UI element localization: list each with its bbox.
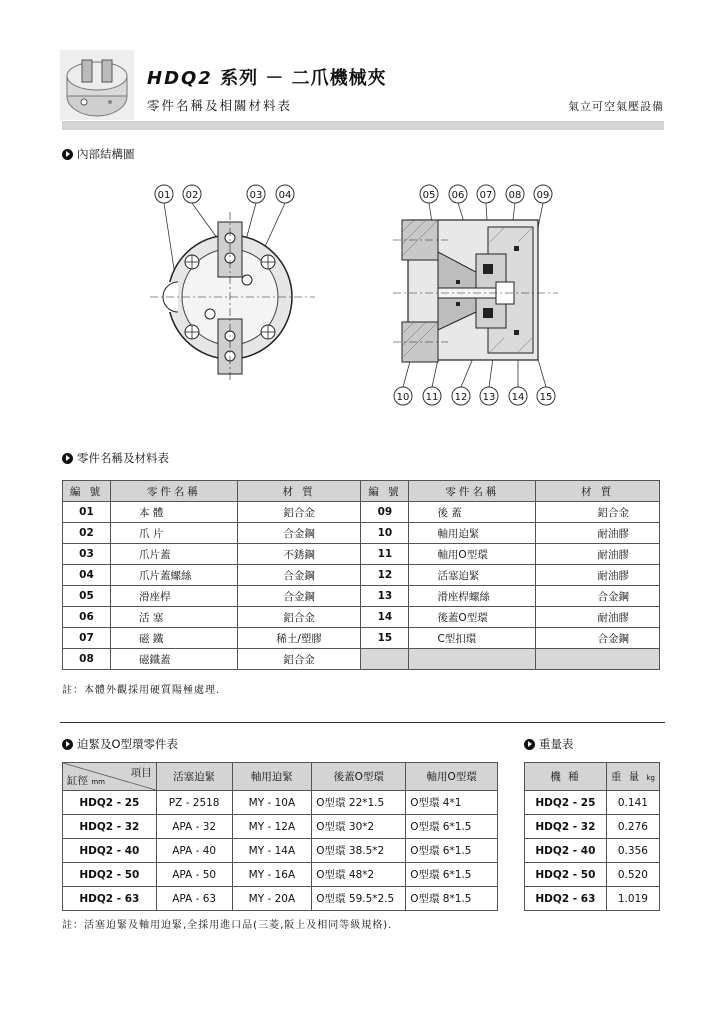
part-name: 軸用迫緊: [409, 523, 536, 544]
shaft-seal-cell: MY - 14A: [232, 839, 312, 863]
part-number: 02: [63, 523, 111, 544]
table-row: [63, 649, 660, 670]
company-name: 氣立可空氣壓設備: [568, 100, 664, 113]
bore-label: 缸徑: [67, 775, 88, 787]
weight-table-header-row: [525, 763, 660, 791]
section-view-drawing: [388, 182, 568, 410]
part-number: 11: [361, 544, 409, 565]
column-header: 零件名稱: [110, 481, 237, 502]
part-number: 03: [63, 544, 111, 565]
column-header: 機 種: [525, 763, 607, 791]
shaft-seal-cell: MY - 10A: [232, 791, 312, 815]
part-number: 15: [361, 628, 409, 649]
corner-item-label: 項目: [130, 767, 152, 779]
callout-01: 01: [157, 190, 171, 201]
corner-header: [63, 763, 157, 791]
weight-cell: 0.356: [606, 839, 659, 863]
table-row: [63, 628, 660, 649]
section-weight: [524, 736, 574, 752]
seal-table-header-row: [63, 763, 498, 791]
model-cell: HDQ2 - 50: [63, 863, 157, 887]
cover-oring-cell: O型環 48*2: [312, 863, 406, 887]
weight-table: [524, 762, 660, 911]
shaft-seal-cell: MY - 16A: [232, 863, 312, 887]
part-number: 10: [361, 523, 409, 544]
part-material: 不銹鋼: [237, 544, 361, 565]
column-header: 零件名稱: [409, 481, 536, 502]
part-name: 活 塞: [110, 607, 237, 628]
part-name: 爪片蓋螺絲: [110, 565, 237, 586]
part-number: 01: [63, 502, 111, 523]
part-material: 稀土/塑膠: [237, 628, 361, 649]
table-row: [63, 502, 660, 523]
table-row: [525, 887, 660, 911]
part-name: 爪片蓋: [110, 544, 237, 565]
part-material: 合金鋼: [237, 565, 361, 586]
column-header: 編 號: [361, 481, 409, 502]
weight-cell: 0.141: [606, 791, 659, 815]
part-name: 磁鐵蓋: [110, 649, 237, 670]
column-header-weight: [606, 763, 659, 791]
shaft-oring-cell: O型環 6*1.5: [406, 815, 498, 839]
cover-oring-cell: O型環 59.5*2.5: [312, 887, 406, 911]
piston-seal-cell: APA - 50: [156, 863, 232, 887]
table-row: [63, 523, 660, 544]
part-material: [536, 649, 660, 670]
cover-oring-cell: O型環 38.5*2: [312, 839, 406, 863]
table-row: [525, 791, 660, 815]
section-parts: [62, 450, 169, 466]
part-number: 04: [63, 565, 111, 586]
part-material: 鋁合金: [237, 502, 361, 523]
cover-oring-cell: O型環 22*1.5: [312, 791, 406, 815]
shaft-oring-cell: O型環 8*1.5: [406, 887, 498, 911]
table-row: [63, 544, 660, 565]
part-number: 06: [63, 607, 111, 628]
section-parts-title: 零件名稱及材料表: [77, 451, 169, 465]
callout-07: 07: [479, 190, 493, 201]
table-row: [525, 863, 660, 887]
cover-oring-cell: O型環 30*2: [312, 815, 406, 839]
callout-14: 14: [511, 392, 525, 403]
part-material: 耐油膠: [536, 523, 660, 544]
front-view-drawing: [140, 182, 320, 382]
callout-11: 11: [425, 392, 439, 403]
part-material: 鋁合金: [536, 502, 660, 523]
table-row: [63, 565, 660, 586]
part-material: 耐油膠: [536, 607, 660, 628]
callout-08: 08: [508, 190, 522, 201]
weight-unit: kg: [646, 774, 655, 782]
column-header: 材 質: [237, 481, 361, 502]
shaft-oring-cell: O型環 6*1.5: [406, 863, 498, 887]
table-row: [63, 815, 498, 839]
page-title: [147, 64, 387, 90]
part-number: 14: [361, 607, 409, 628]
part-number: [361, 649, 409, 670]
piston-seal-cell: APA - 32: [156, 815, 232, 839]
table-row: [63, 887, 498, 911]
part-name: 爪 片: [110, 523, 237, 544]
header-bar: [62, 121, 664, 130]
model-cell: HDQ2 - 32: [63, 815, 157, 839]
weight-cell: 0.276: [606, 815, 659, 839]
column-header: 軸用O型環: [406, 763, 498, 791]
part-name: [409, 649, 536, 670]
part-material: 鋁合金: [237, 607, 361, 628]
play-bullet-icon: [62, 149, 73, 160]
model-cell: HDQ2 - 32: [525, 815, 607, 839]
part-material: 合金鋼: [536, 586, 660, 607]
part-number: 12: [361, 565, 409, 586]
play-bullet-icon: [62, 453, 73, 464]
part-number: 08: [63, 649, 111, 670]
shaft-oring-cell: O型環 4*1: [406, 791, 498, 815]
part-number: 09: [361, 502, 409, 523]
callout-03: 03: [249, 190, 263, 201]
parts-table-header-row: [63, 481, 660, 502]
callout-02: 02: [185, 190, 199, 201]
section-structure: [62, 146, 135, 162]
shaft-seal-cell: MY - 12A: [232, 815, 312, 839]
part-material: 鋁合金: [237, 649, 361, 670]
seal-table: [62, 762, 498, 911]
table-row: [525, 815, 660, 839]
piston-seal-cell: APA - 63: [156, 887, 232, 911]
model-cell: HDQ2 - 25: [63, 791, 157, 815]
section-seals-title: 迫緊及O型環零件表: [77, 737, 179, 751]
column-header: 材 質: [536, 481, 660, 502]
model-cell: HDQ2 - 40: [63, 839, 157, 863]
part-material: 耐油膠: [536, 544, 660, 565]
model-cell: HDQ2 - 63: [63, 887, 157, 911]
part-material: 耐油膠: [536, 565, 660, 586]
section-seals: [62, 736, 178, 752]
part-number: 07: [63, 628, 111, 649]
weight-label: 重 量: [610, 771, 642, 783]
section-weight-title: 重量表: [539, 737, 574, 751]
column-header: 後蓋O型環: [312, 763, 406, 791]
part-number: 13: [361, 586, 409, 607]
model-cell: HDQ2 - 25: [525, 791, 607, 815]
piston-seal-cell: APA - 40: [156, 839, 232, 863]
table-row: [525, 839, 660, 863]
parts-note: 註：本體外觀採用硬質陽極處理.: [62, 685, 221, 696]
part-name: 本 體: [110, 502, 237, 523]
weight-cell: 0.520: [606, 863, 659, 887]
section-divider: [60, 722, 665, 723]
part-number: 05: [63, 586, 111, 607]
weight-cell: 1.019: [606, 887, 659, 911]
callout-15: 15: [539, 392, 553, 403]
table-row: [63, 863, 498, 887]
model-cell: HDQ2 - 50: [525, 863, 607, 887]
product-logo-image: [60, 50, 134, 120]
part-name: 磁 鐵: [110, 628, 237, 649]
shaft-seal-cell: MY - 20A: [232, 887, 312, 911]
table-row: [63, 586, 660, 607]
piston-seal-cell: PZ - 2518: [156, 791, 232, 815]
part-name: 後蓋O型環: [409, 607, 536, 628]
part-name: 滑座桿螺絲: [409, 586, 536, 607]
callout-10: 10: [396, 392, 410, 403]
callout-06: 06: [451, 190, 465, 201]
play-bullet-icon: [524, 739, 535, 750]
play-bullet-icon: [62, 739, 73, 750]
callout-12: 12: [454, 392, 468, 403]
part-material: 合金鋼: [536, 628, 660, 649]
table-row: [63, 607, 660, 628]
column-header: 編 號: [63, 481, 111, 502]
model-cell: HDQ2 - 40: [525, 839, 607, 863]
model-cell: HDQ2 - 63: [525, 887, 607, 911]
part-name: 後 蓋: [409, 502, 536, 523]
table-row: [63, 839, 498, 863]
column-header: 軸用迫緊: [232, 763, 312, 791]
callout-05: 05: [422, 190, 436, 201]
shaft-oring-cell: O型環 6*1.5: [406, 839, 498, 863]
callout-04: 04: [278, 190, 292, 201]
model-name: HDQ2: [147, 68, 213, 89]
seal-note: 註：活塞迫緊及軸用迫緊,全採用進口品(三菱,阪上及相同等級規格).: [62, 920, 393, 931]
title-text: 系列 － 二爪機械夾: [212, 68, 387, 89]
bore-unit: mm: [91, 778, 105, 786]
corner-bore-label: [67, 773, 105, 788]
part-name: C型扣環: [409, 628, 536, 649]
section-structure-title: 內部結構圖: [77, 147, 135, 161]
callout-13: 13: [482, 392, 496, 403]
part-material: 合金鋼: [237, 586, 361, 607]
part-name: 活塞迫緊: [409, 565, 536, 586]
part-name: 軸用O型環: [409, 544, 536, 565]
parts-table: [62, 480, 660, 670]
part-material: 合金鋼: [237, 523, 361, 544]
column-header: 活塞迫緊: [156, 763, 232, 791]
page-subtitle: 零件名稱及相關材料表: [147, 98, 293, 113]
part-name: 滑座桿: [110, 586, 237, 607]
table-row: [63, 791, 498, 815]
callout-09: 09: [536, 190, 550, 201]
